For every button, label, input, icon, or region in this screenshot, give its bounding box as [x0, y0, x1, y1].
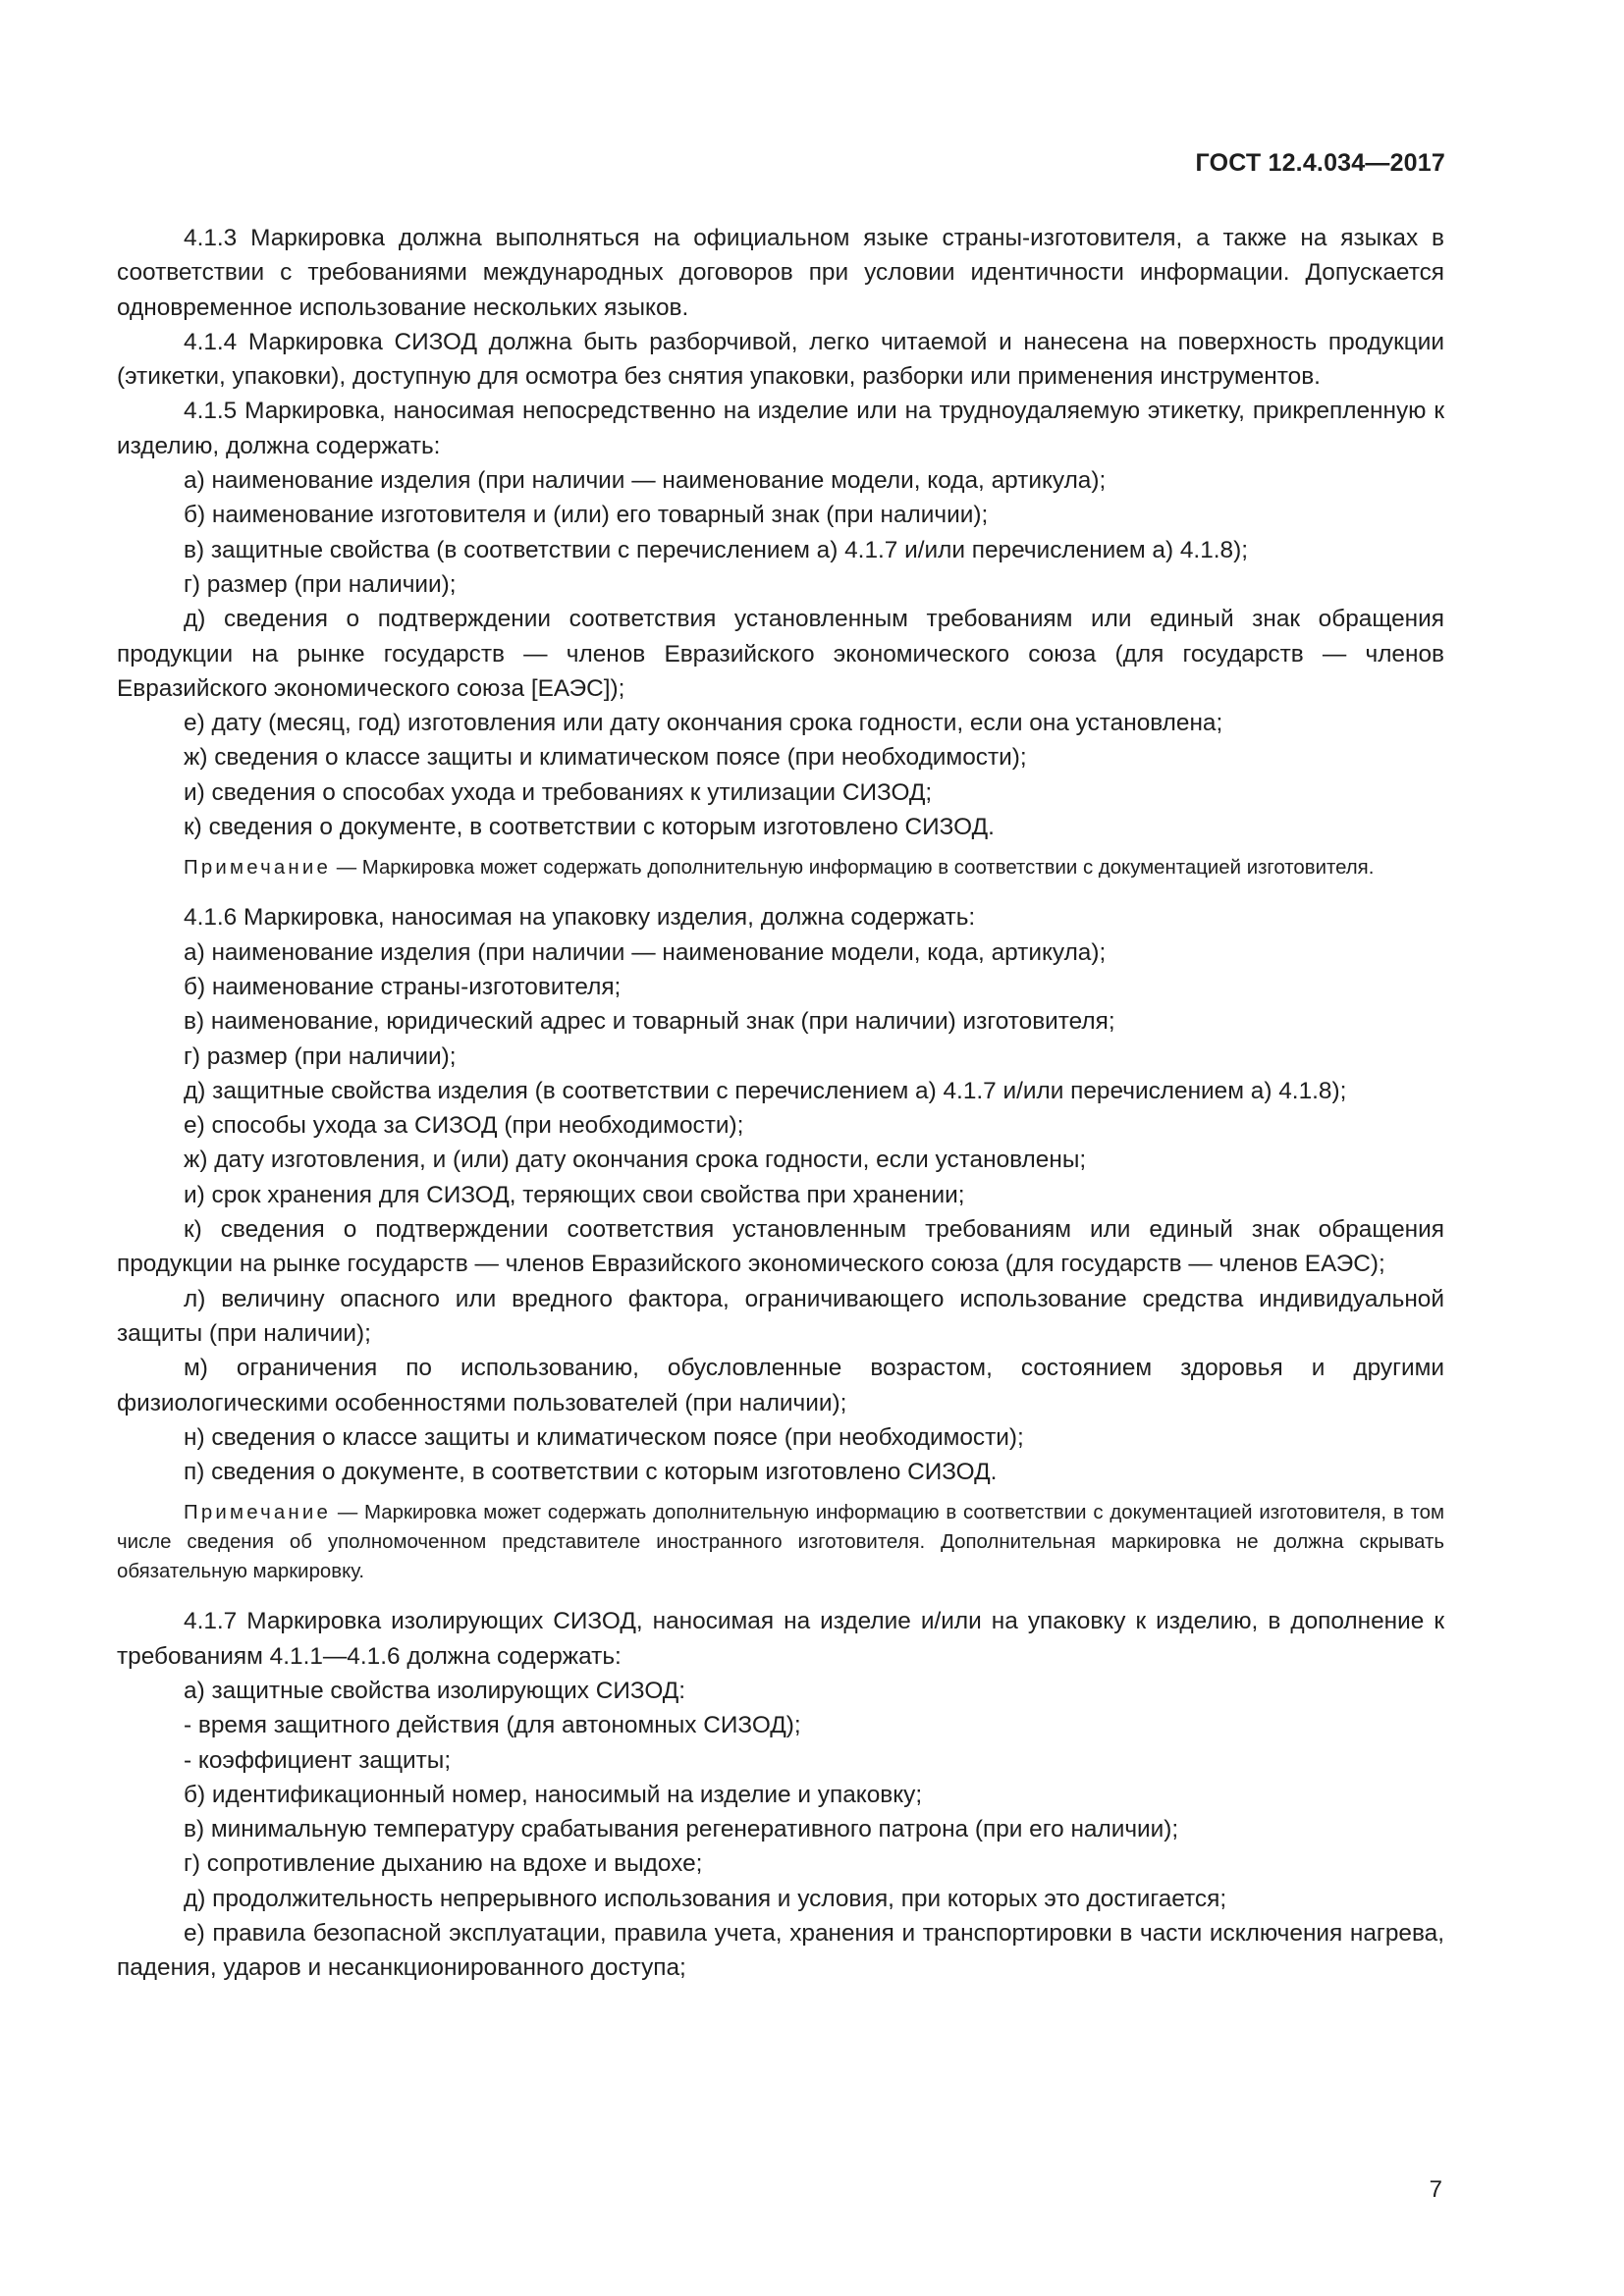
list-item: е) способы ухода за СИЗОД (при необходимости);: [184, 1112, 744, 1140]
list-item: б) наименование страны-изготовителя;: [184, 973, 622, 1000]
page-number: 7: [1429, 2176, 1442, 2203]
list-item: в) наименование, юридический адрес и товарный знак (при наличии) изготовителя;: [184, 1008, 1115, 1036]
list-item: б) наименование изготовителя и (или) его товарный знак (при наличии);: [184, 502, 989, 529]
list-item: ж) сведения о классе защиты и климатическом поясе (при необходимости);: [184, 744, 1027, 772]
paragraph-4-1-6: 4.1.6 Маркировка, наносимая на упаковку изделия, должна содержать:: [184, 904, 976, 932]
list-item: д) продолжительность непрерывного использования и условия, при которых это достигается;: [184, 1885, 1227, 1912]
list-item: е) дату (месяц, год) изготовления или дату окончания срока годности, если она установлена;: [184, 710, 1223, 737]
document-body: [117, 221, 1444, 1986]
paragraph-4-1-3: 4.1.3 Маркировка должна выполняться на официальном языке страны-изготовителя, а также на языках в соответствии с требованиями международных договоров при условии идентичности информации. Допускается одновременное использование нескольких языков.: [117, 225, 1444, 321]
list-item: а) наименование изделия (при наличии — наименование модели, кода, артикула);: [184, 938, 1107, 966]
list-item: и) сведения о способах ухода и требованиях к утилизации СИЗОД;: [184, 778, 933, 806]
note-text: — Маркировка может содержать дополнительную информацию в соответствии с документацией изготовителя, в том числе сведения об уполномоченном представителе иностранного изготовителя. Дополнительная маркировка не должна скрывать обязательную маркировку.: [117, 1502, 1444, 1583]
note-label: Примечание: [184, 1502, 332, 1524]
list-item: а) наименование изделия (при наличии — наименование модели, кода, артикула);: [184, 467, 1107, 495]
note-1: [117, 853, 1444, 882]
list-item: д) сведения о подтверждении соответствия установленным требованиям или единый знак обращения продукции на рынке государств — членов Евразийского экономического союза (для государств — членов Евразийского экономического союза [ЕАЭС]);: [117, 606, 1444, 702]
list-item: н) сведения о классе защиты и климатическом поясе (при необходимости);: [184, 1423, 1024, 1451]
list-item: е) правила безопасной эксплуатации, правила учета, хранения и транспортировки в части исключения нагрева, падения, ударов и несанкционированного доступа;: [117, 1920, 1444, 1982]
list-item: л) величину опасного или вредного фактора, ограничивающего использование средства индивидуальной защиты (при наличии);: [117, 1285, 1444, 1347]
list-item: п) сведения о документе, в соответствии с которым изготовлено СИЗОД.: [184, 1459, 998, 1486]
note-2: [117, 1498, 1444, 1586]
document-header: ГОСТ 12.4.034—2017: [1195, 149, 1445, 177]
list-item: - время защитного действия (для автономных СИЗОД);: [184, 1712, 801, 1739]
list-item: в) минимальную температуру срабатывания регенеративного патрона (при его наличии);: [184, 1816, 1179, 1843]
paragraph-4-1-4: 4.1.4 Маркировка СИЗОД должна быть разборчивой, легко читаемой и нанесена на поверхность продукции (этикетки, упаковки), доступную для осмотра без снятия упаковки, разборки или применения инструментов.: [117, 328, 1444, 391]
list-item: к) сведения о документе, в соответствии с которым изготовлено СИЗОД.: [184, 814, 995, 841]
paragraph-4-1-7: 4.1.7 Маркировка изолирующих СИЗОД, наносимая на изделие и/или на упаковку к изделию, в дополнение к требованиям 4.1.1—4.1.6 должна содержать:: [117, 1608, 1444, 1670]
list-item: к) сведения о подтверждении соответствия установленным требованиям или единый знак обращения продукции на рынке государств — членов Евразийского экономического союза (для государств — членов ЕАЭС);: [117, 1216, 1444, 1278]
list-item: г) сопротивление дыханию на вдохе и выдохе;: [184, 1850, 703, 1878]
list-item: - коэффициент защиты;: [184, 1746, 452, 1774]
list-item: а) защитные свойства изолирующих СИЗОД:: [184, 1677, 686, 1704]
list-item: м) ограничения по использованию, обусловленные возрастом, состоянием здоровья и другими физиологическими особенностями пользователей (при наличии);: [117, 1355, 1444, 1416]
note-text: — Маркировка может содержать дополнительную информацию в соответствии с документацией изготовителя.: [331, 857, 1375, 880]
list-item: д) защитные свойства изделия (в соответствии с перечислением а) 4.1.7 и/или перечислением а) 4.1.8);: [184, 1077, 1347, 1104]
list-item: ж) дату изготовления, и (или) дату окончания срока годности, если установлены;: [184, 1147, 1087, 1174]
list-item: г) размер (при наличии);: [184, 1042, 457, 1070]
list-item: г) размер (при наличии);: [184, 570, 457, 598]
note-label: Примечание: [184, 857, 332, 880]
list-item: в) защитные свойства (в соответствии с перечислением а) 4.1.7 и/или перечислением а) 4.1.8);: [184, 536, 1249, 563]
paragraph-4-1-5: 4.1.5 Маркировка, наносимая непосредственно на изделие или на трудноудаляемую этикетку, прикрепленную к изделию, должна содержать:: [117, 398, 1444, 459]
list-item: и) срок хранения для СИЗОД, теряющих свои свойства при хранении;: [184, 1181, 965, 1208]
list-item: б) идентификационный номер, наносимый на изделие и упаковку;: [184, 1781, 923, 1808]
